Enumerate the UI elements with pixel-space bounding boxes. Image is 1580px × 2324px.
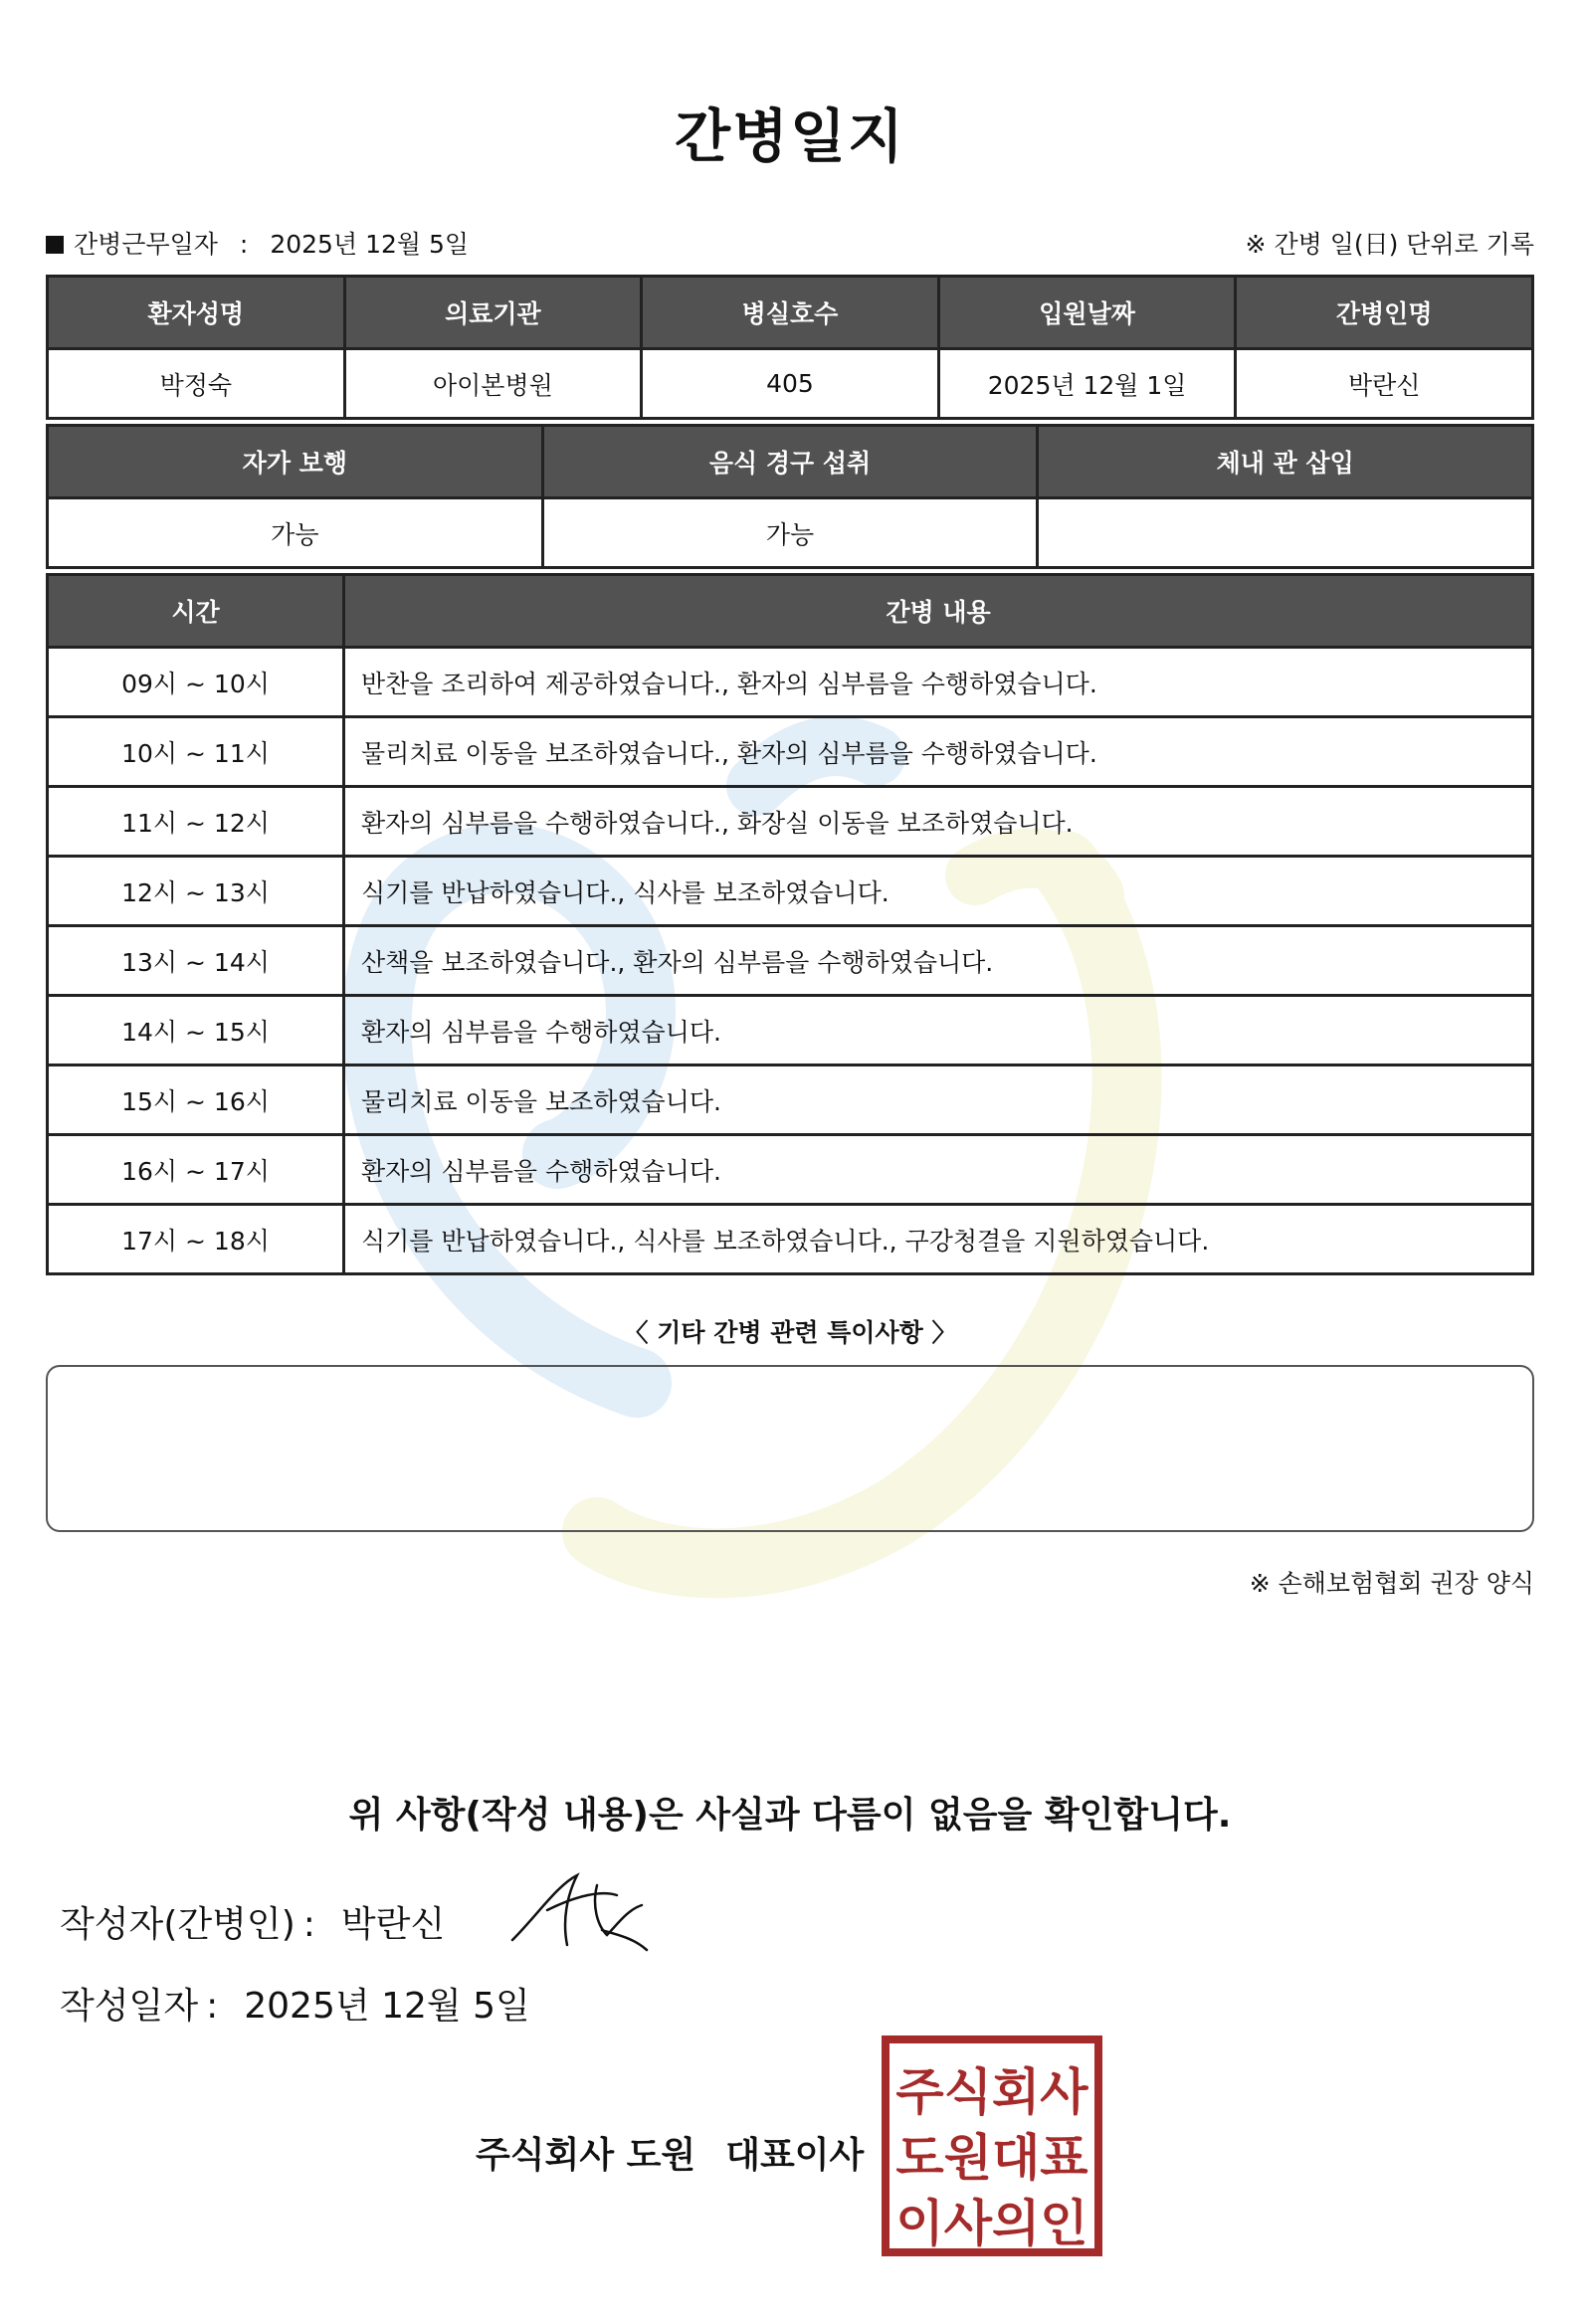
work-date-label: 간병근무일자 bbox=[74, 230, 218, 259]
seal-text-line: 주식회사 bbox=[895, 2063, 1088, 2121]
written-date-label: 작성일자 bbox=[60, 1986, 199, 2027]
patient-status-header-row bbox=[48, 426, 1533, 498]
care-content-cell: 식기를 반납하였습니다., 식사를 보조하였습니다., 구강청결을 지원하였습니다. bbox=[344, 1205, 1533, 1274]
company-role: 대표이사 bbox=[725, 2135, 865, 2176]
patient-status-value-row bbox=[48, 498, 1533, 568]
care-content-cell: 반찬을 조리하여 제공하였습니다., 환자의 심부름을 수행하였습니다. bbox=[344, 648, 1533, 717]
table-row bbox=[48, 857, 1533, 926]
company-signature-line bbox=[476, 2127, 864, 2178]
patient-info-value-row bbox=[48, 349, 1533, 419]
company-seal-stamp bbox=[882, 2035, 1102, 2256]
format-note: ※ 손해보험협회 권장 양식 bbox=[1249, 1569, 1534, 1598]
special-notes-box[interactable] bbox=[46, 1365, 1534, 1532]
seal-text-line: 이사의인 bbox=[895, 2195, 1088, 2252]
care-content-cell: 산책을 보조하였습니다., 환자의 심부름을 수행하였습니다. bbox=[344, 926, 1533, 996]
care-content-cell: 식기를 반납하였습니다., 식사를 보조하였습니다. bbox=[344, 857, 1533, 926]
header-tube-insertion: 체내 관 삽입 bbox=[1038, 426, 1533, 498]
header-self-walking: 자가 보행 bbox=[48, 426, 543, 498]
confirmation-statement: 위 사항(작성 내용)은 사실과 다름이 없음을 확인합니다. bbox=[348, 1795, 1232, 1836]
care-content-cell: 물리치료 이동을 보조하였습니다., 환자의 심부름을 수행하였습니다. bbox=[344, 717, 1533, 787]
work-date bbox=[46, 225, 469, 261]
writer-line bbox=[60, 1896, 445, 1947]
care-content-header-row bbox=[48, 575, 1533, 648]
time-cell: 17시 ~ 18시 bbox=[48, 1205, 344, 1274]
document-title: 간병일지 bbox=[674, 102, 906, 170]
written-date-line bbox=[60, 1978, 530, 2029]
table-row bbox=[48, 787, 1533, 857]
table-row bbox=[48, 648, 1533, 717]
time-cell: 12시 ~ 13시 bbox=[48, 857, 344, 926]
written-date-value: 2025년 12월 5일 bbox=[244, 1986, 530, 2027]
tube-insertion-value bbox=[1038, 498, 1533, 568]
time-cell: 09시 ~ 10시 bbox=[48, 648, 344, 717]
table-row bbox=[48, 926, 1533, 996]
care-content-cell: 환자의 심부름을 수행하였습니다. bbox=[344, 996, 1533, 1065]
time-cell: 14시 ~ 15시 bbox=[48, 996, 344, 1065]
patient-info-header-row bbox=[48, 277, 1533, 349]
writer-separator: : bbox=[302, 1904, 315, 1945]
header-oral-intake: 음식 경구 섭취 bbox=[542, 426, 1038, 498]
caregiver-name-value: 박란신 bbox=[1236, 349, 1533, 419]
patient-info-table bbox=[46, 275, 1534, 420]
special-notes-title: 〈 기타 간병 관련 특이사항 〉 bbox=[623, 1318, 957, 1347]
square-bullet-icon bbox=[46, 236, 64, 254]
writer-label: 작성자(간병인) bbox=[60, 1904, 296, 1945]
header-care-content: 간병 내용 bbox=[344, 575, 1533, 648]
writer-name: 박란신 bbox=[340, 1904, 446, 1945]
work-date-value: 2025년 12월 5일 bbox=[270, 230, 470, 259]
work-date-separator: : bbox=[239, 230, 249, 259]
care-content-cell: 환자의 심부름을 수행하였습니다. bbox=[344, 1135, 1533, 1205]
record-note: ※ 간병 일(日) 단위로 기록 bbox=[1245, 230, 1534, 259]
company-name: 주식회사 도원 bbox=[476, 2135, 696, 2176]
oral-intake-value: 가능 bbox=[542, 498, 1038, 568]
header-caregiver-name: 간병인명 bbox=[1236, 277, 1533, 349]
table-row bbox=[48, 1205, 1533, 1274]
care-content-cell: 환자의 심부름을 수행하였습니다., 화장실 이동을 보조하였습니다. bbox=[344, 787, 1533, 857]
time-cell: 15시 ~ 16시 bbox=[48, 1065, 344, 1135]
header-hospital: 의료기관 bbox=[344, 277, 642, 349]
admission-date-value: 2025년 12월 1일 bbox=[938, 349, 1236, 419]
header-patient-name: 환자성명 bbox=[48, 277, 345, 349]
handwritten-signature bbox=[507, 1865, 657, 1955]
table-row bbox=[48, 717, 1533, 787]
care-content-table bbox=[46, 573, 1534, 1275]
header-admission-date: 입원날짜 bbox=[938, 277, 1236, 349]
patient-status-table bbox=[46, 424, 1534, 569]
time-cell: 13시 ~ 14시 bbox=[48, 926, 344, 996]
header-room-number: 병실호수 bbox=[642, 277, 939, 349]
hospital-value: 아이본병원 bbox=[344, 349, 642, 419]
time-cell: 11시 ~ 12시 bbox=[48, 787, 344, 857]
seal-text-line: 도원대표 bbox=[895, 2129, 1088, 2187]
care-content-cell: 물리치료 이동을 보조하였습니다. bbox=[344, 1065, 1533, 1135]
table-row bbox=[48, 996, 1533, 1065]
written-date-separator: : bbox=[206, 1986, 219, 2027]
room-number-value: 405 bbox=[642, 349, 939, 419]
table-row bbox=[48, 1135, 1533, 1205]
time-cell: 10시 ~ 11시 bbox=[48, 717, 344, 787]
header-time: 시간 bbox=[48, 575, 344, 648]
table-row bbox=[48, 1065, 1533, 1135]
patient-name-value: 박정숙 bbox=[48, 349, 345, 419]
time-cell: 16시 ~ 17시 bbox=[48, 1135, 344, 1205]
self-walking-value: 가능 bbox=[48, 498, 543, 568]
